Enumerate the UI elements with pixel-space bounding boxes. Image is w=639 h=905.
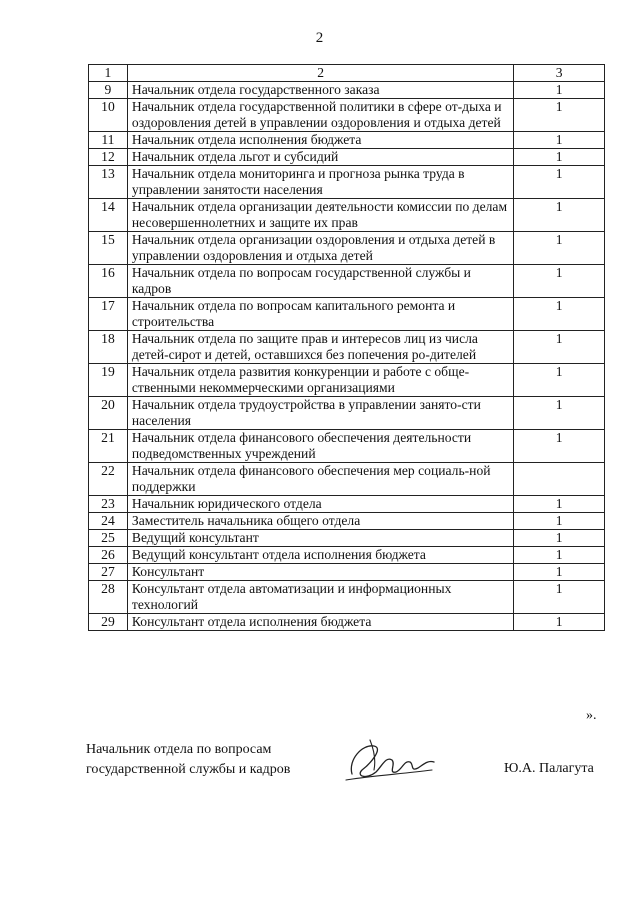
row-number-cell: 20 [89,397,128,430]
row-number-cell: 13 [89,166,128,199]
quantity-cell: 1 [514,132,605,149]
position-name-cell: Начальник отдела организации оздоровления и отдыха детей в управлении оздоровления и отдыха детей [127,232,514,265]
position-name-cell: Начальник отдела развития конкуренции и работе с обще-ственными некоммерческими организациями [127,364,514,397]
quantity-cell: 1 [514,99,605,132]
table-header-row [89,65,605,82]
position-name-cell: Начальник отдела трудоустройства в управлении занято-сти населения [127,397,514,430]
quantity-cell: 1 [514,547,605,564]
quantity-cell: 1 [514,513,605,530]
quantity-cell: 1 [514,397,605,430]
quantity-cell: 1 [514,496,605,513]
position-name-cell: Начальник отдела исполнения бюджета [127,132,514,149]
position-name-cell: Начальник отдела государственного заказа [127,82,514,99]
row-number-cell: 24 [89,513,128,530]
position-name-cell: Консультант [127,564,514,581]
position-name-cell: Начальник отдела организации деятельности комиссии по делам несовершеннолетних и защите их прав [127,199,514,232]
row-number-cell: 18 [89,331,128,364]
quantity-cell: 1 [514,564,605,581]
table-row [89,265,605,298]
row-number-cell: 26 [89,547,128,564]
table-row [89,132,605,149]
page-number: 2 [315,30,324,46]
quantity-cell: 1 [514,364,605,397]
staff-table-body [89,65,605,631]
position-name-cell: Консультант отдела исполнения бюджета [127,614,514,631]
row-number-cell: 15 [89,232,128,265]
table-row [89,149,605,166]
table-row [89,199,605,232]
row-number-cell: 14 [89,199,128,232]
quantity-cell: 1 [514,530,605,547]
position-name-cell: Заместитель начальника общего отдела [127,513,514,530]
quantity-cell: 1 [514,331,605,364]
staff-table [88,64,605,631]
table-row [89,99,605,132]
row-number-cell: 19 [89,364,128,397]
row-number-cell: 16 [89,265,128,298]
row-number-cell: 23 [89,496,128,513]
row-number-cell: 21 [89,430,128,463]
position-name-cell: Начальник отдела мониторинга и прогноза рынка труда в управлении занятости населения [127,166,514,199]
position-name-cell: Начальник юридического отдела [127,496,514,513]
position-name-cell: Ведущий консультант отдела исполнения бюджета [127,547,514,564]
quantity-cell: 1 [514,232,605,265]
handwritten-signature [340,730,440,790]
position-name-cell: Начальник отдела финансового обеспечения мер социаль-ной поддержки [127,463,514,496]
row-number-cell: 22 [89,463,128,496]
row-number-cell: 27 [89,564,128,581]
table-row [89,331,605,364]
quantity-cell [514,463,605,496]
quantity-cell: 1 [514,298,605,331]
table-row [89,496,605,513]
row-number-cell: 17 [89,298,128,331]
table-row [89,232,605,265]
table-row [89,298,605,331]
table-row [89,364,605,397]
closing-quote-mark: ». [586,708,597,723]
header-cell-1: 1 [89,65,128,82]
table-row [89,614,605,631]
row-number-cell: 11 [89,132,128,149]
position-name-cell: Начальник отдела по защите прав и интересов лиц из числа детей-сирот и детей, оставшихся без попечения ро-дителей [127,331,514,364]
table-row [89,564,605,581]
table-row [89,581,605,614]
signer-name: Ю.А. Палагута [504,761,594,776]
header-cell-3: 3 [514,65,605,82]
row-number-cell: 10 [89,99,128,132]
signer-position [86,740,290,780]
position-name-cell: Начальник отдела по вопросам государственной службы и кадров [127,265,514,298]
header-cell-2: 2 [127,65,514,82]
table-row [89,166,605,199]
position-name-cell: Начальник отдела льгот и субсидий [127,149,514,166]
table-row [89,530,605,547]
quantity-cell: 1 [514,430,605,463]
table-row [89,513,605,530]
row-number-cell: 25 [89,530,128,547]
row-number-cell: 29 [89,614,128,631]
position-name-cell: Начальник отдела финансового обеспечения деятельности подведомственных учреждений [127,430,514,463]
quantity-cell: 1 [514,581,605,614]
quantity-cell: 1 [514,199,605,232]
row-number-cell: 12 [89,149,128,166]
table-row [89,547,605,564]
position-name-cell: Ведущий консультант [127,530,514,547]
table-row [89,82,605,99]
table-row [89,397,605,430]
row-number-cell: 9 [89,82,128,99]
quantity-cell: 1 [514,82,605,99]
quantity-cell: 1 [514,614,605,631]
position-name-cell: Начальник отдела государственной политики в сфере от-дыха и оздоровления детей в управлении оздоровления и отдыха детей [127,99,514,132]
position-name-cell: Консультант отдела автоматизации и информационных технологий [127,581,514,614]
signer-position-line-2: государственной службы и кадров [86,762,291,777]
quantity-cell: 1 [514,265,605,298]
table-row [89,430,605,463]
quantity-cell: 1 [514,166,605,199]
row-number-cell: 28 [89,581,128,614]
table-row [89,463,605,496]
signer-position-line-1: Начальник отдела по вопросам [86,742,272,757]
quantity-cell: 1 [514,149,605,166]
position-name-cell: Начальник отдела по вопросам капитального ремонта и строительства [127,298,514,331]
